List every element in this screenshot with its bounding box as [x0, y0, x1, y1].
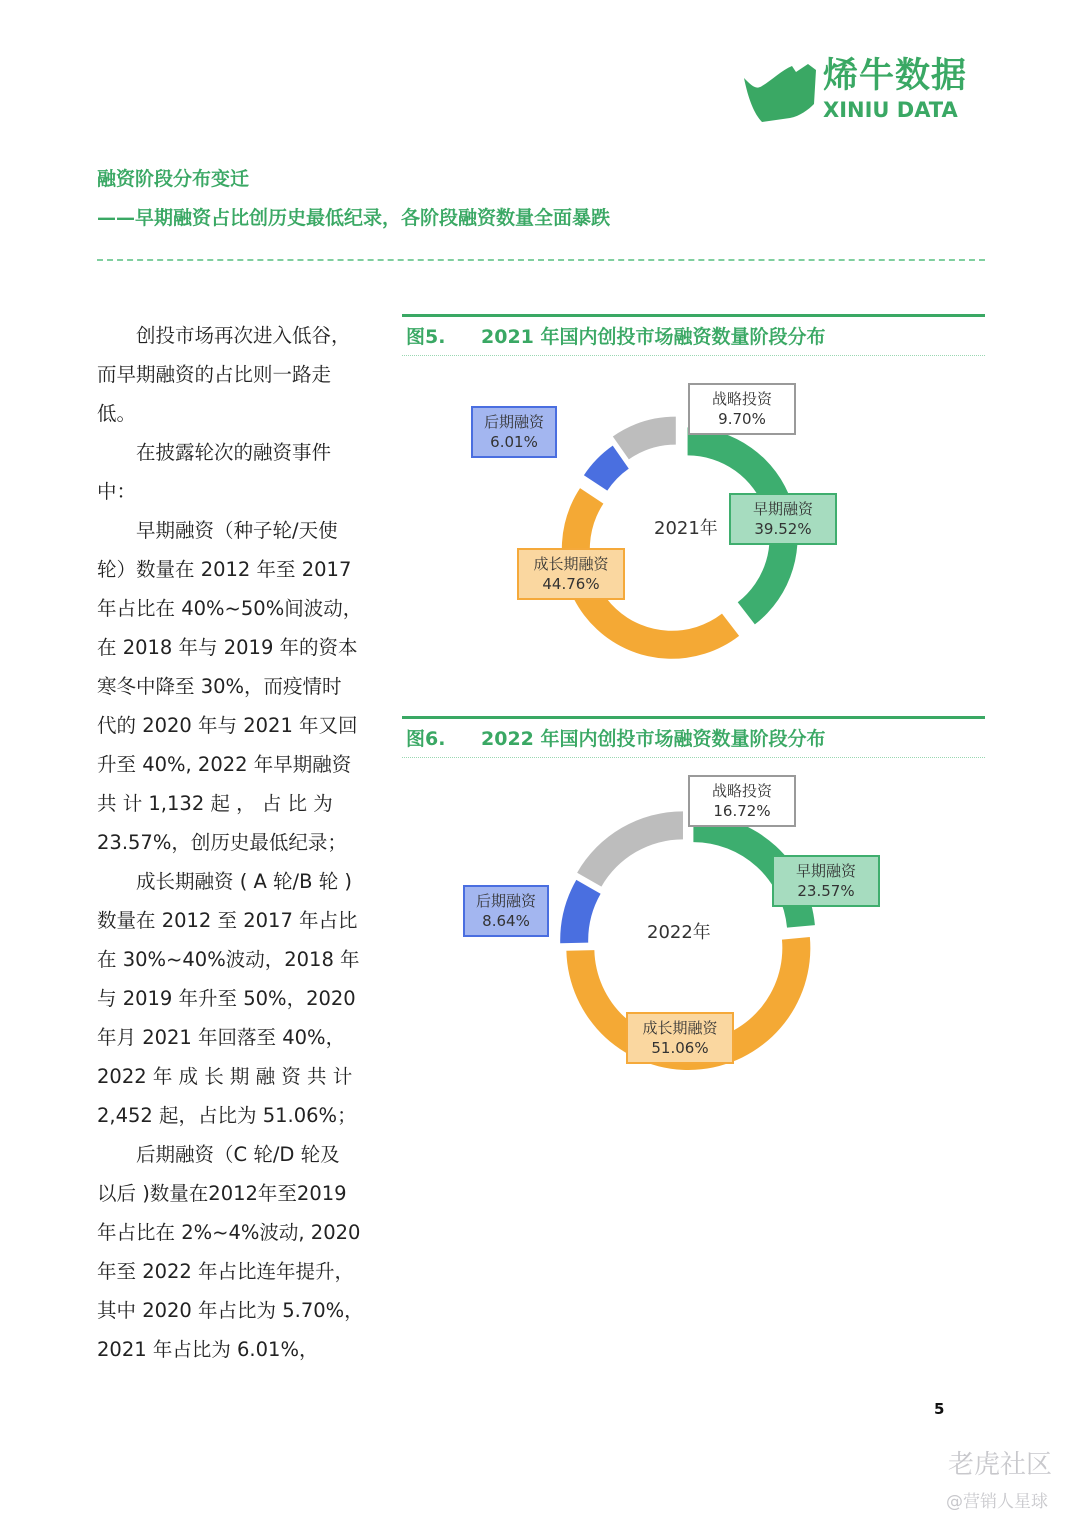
- slice-name: 成长期融资: [642, 1019, 718, 1037]
- slice-value: 16.72%: [713, 802, 771, 820]
- logo-text-cn: 烯牛数据: [823, 56, 968, 96]
- body-line: 2022 年 成 长 期 融 资 共 计: [97, 1065, 353, 1088]
- figure6-title-text: 2022 年国内创投市场融资数量阶段分布: [481, 728, 826, 750]
- slice-name: 早期融资: [795, 862, 856, 880]
- body-line: 升至 40%, 2022 年早期融资: [97, 753, 352, 776]
- watermark-title: 老虎社区: [948, 1450, 1053, 1480]
- body-line: 代的 2020 年与 2021 年又回: [97, 714, 358, 737]
- watermark-subtitle: @营销人星球: [946, 1492, 1048, 1512]
- logo-text-en: XINIU DATA: [823, 98, 958, 122]
- body-line: 在披露轮次的融资事件: [97, 441, 332, 464]
- chart2-slice-strategic: [577, 811, 683, 886]
- figure5-title-text: 2021 年国内创投市场融资数量阶段分布: [481, 326, 826, 348]
- body-line: 轮）数量在 2012 年至 2017: [97, 558, 352, 581]
- body-line: 成长期融资 ( A 轮/B 轮 ): [97, 870, 352, 893]
- chart2-label-early: [772, 855, 880, 907]
- chart1-label-early: [729, 493, 837, 545]
- chart1-label-late: [471, 406, 557, 458]
- chart2-slice-late: [560, 880, 600, 943]
- body-line: 23.57%，创历史最低纪录；: [97, 831, 347, 854]
- chart1-center-label: 2021年: [654, 518, 718, 539]
- slice-name: 战略投资: [711, 782, 772, 800]
- chart1-slice-strategic: [613, 417, 676, 460]
- page-number: 5: [934, 1400, 945, 1418]
- body-line: 年月 2021 年回落至 40%，: [97, 1026, 346, 1049]
- body-line: 2,452 起，占比为 51.06%；: [97, 1104, 357, 1127]
- slice-value: 8.64%: [482, 912, 530, 930]
- chart1-label-growth: [517, 548, 625, 600]
- body-line: 寒冬中降至 30%，而疫情时: [97, 675, 342, 698]
- body-line: 而早期融资的占比则一路走: [97, 363, 332, 386]
- body-line: 中：: [97, 480, 137, 503]
- slice-name: 成长期融资: [533, 555, 609, 573]
- slice-value: 39.52%: [754, 520, 812, 538]
- chart2-label-strategic: [688, 775, 796, 827]
- body-line: 年占比在 40%~50%间波动，: [97, 597, 363, 620]
- slice-value: 51.06%: [651, 1039, 709, 1057]
- body-line: 年占比在 2%~4%波动, 2020: [97, 1221, 361, 1244]
- slice-value: 6.01%: [490, 433, 538, 451]
- figure6-number: 图6.: [406, 728, 446, 750]
- body-line: 在 30%~40%波动，2018 年: [97, 948, 360, 971]
- body-line: 创投市场再次进入低谷，: [97, 324, 351, 347]
- slice-name: 后期融资: [475, 892, 536, 910]
- body-line: 2021 年占比为 6.01%，: [97, 1338, 319, 1361]
- figure5-number: 图5.: [406, 326, 446, 348]
- chart2-label-growth: [626, 1012, 734, 1064]
- slice-name: 战略投资: [711, 390, 772, 408]
- chart2-label-late: [463, 885, 549, 937]
- slice-name: 后期融资: [483, 413, 544, 431]
- body-line: 低。: [97, 402, 137, 425]
- section-title: 融资阶段分布变迁: [97, 168, 250, 190]
- slice-value: 9.70%: [718, 410, 766, 428]
- body-line: 早期融资（种子轮/天使: [97, 519, 338, 542]
- body-line: 以后 )数量在2012年至2019: [97, 1182, 347, 1205]
- body-line: 在 2018 年与 2019 年的资本: [97, 636, 358, 659]
- body-line: 数量在 2012 至 2017 年占比: [97, 909, 358, 932]
- slice-name: 早期融资: [752, 500, 813, 518]
- chart1-label-strategic: [688, 383, 796, 435]
- body-line: 年至 2022 年占比连年提升，: [97, 1260, 355, 1283]
- body-line: 其中 2020 年占比为 5.70%，: [97, 1299, 364, 1322]
- slice-value: 44.76%: [542, 575, 600, 593]
- body-line: 与 2019 年升至 50%，2020: [97, 987, 356, 1010]
- chart1-slice-late: [584, 446, 629, 491]
- chart2-center-label: 2022年: [647, 922, 711, 943]
- body-line: 后期融资（C 轮/D 轮及: [97, 1143, 340, 1166]
- section-subtitle: ——早期融资占比创历史最低纪录，各阶段融资数量全面暴跌: [97, 207, 611, 229]
- body-line: 共 计 1,132 起 ， 占 比 为: [97, 792, 333, 815]
- slice-value: 23.57%: [797, 882, 855, 900]
